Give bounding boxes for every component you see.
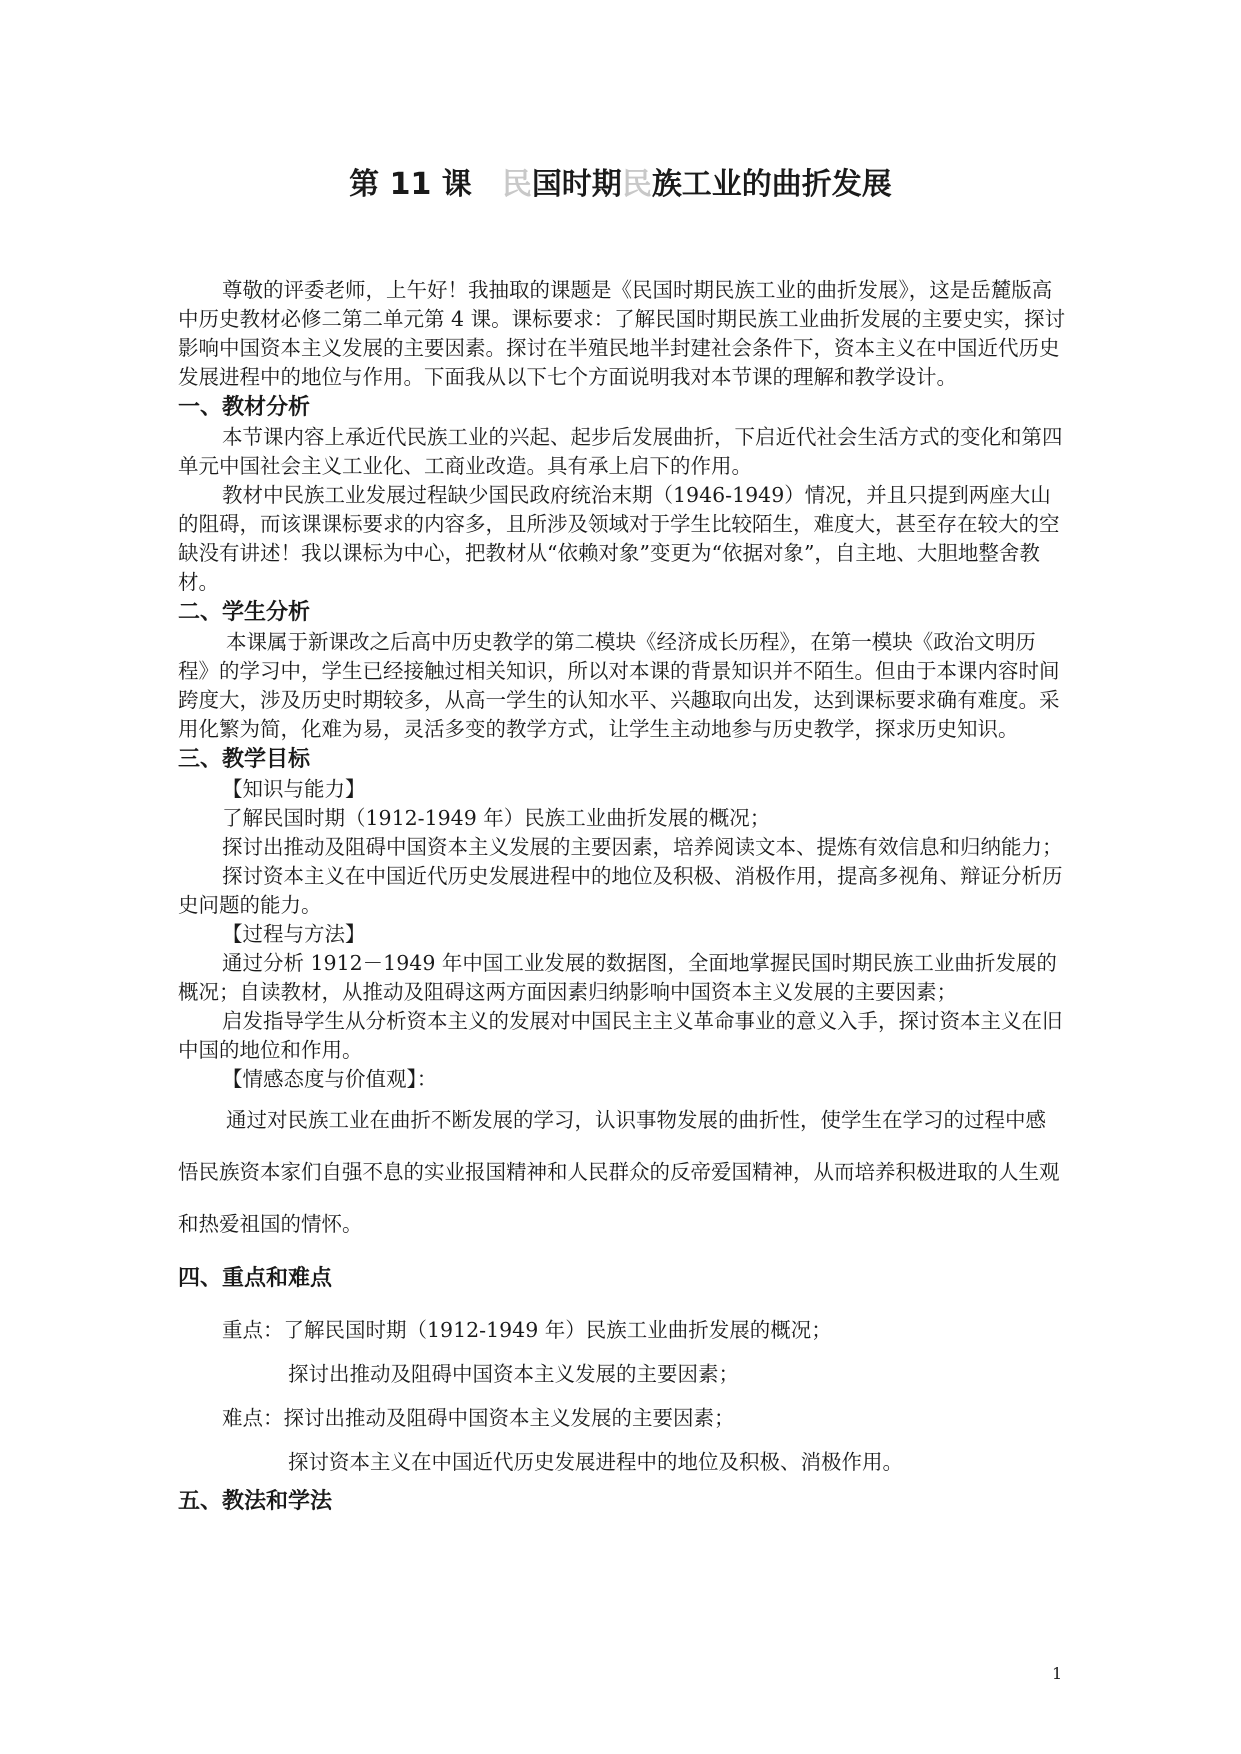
section-heading-teaching-goals: 三、教学目标 [178, 747, 311, 772]
key-point-1: 了解民国时期（1912-1949 年）民族工业曲折发展的概况； [283, 1318, 832, 1342]
page-number: 1 [1052, 1664, 1063, 1683]
document-body [178, 276, 1066, 1517]
section-heading-key-difficult-points: 四、重点和难点 [178, 1266, 333, 1291]
student-analysis-paragraph: 本课属于新课改之后高中历史教学的第二模块《经济成长历程》，在第一模块《政治文明历程》的学习中，学生已经接触过相关知识，所以对本课的背景知识并不陌生。但由于本课内容时间跨度大，涉及历史时期较多，从高一学生的认知水平、兴趣取向出发，达到课标要求确有难度。采用化繁为简，化难为易，灵活多变的教学方式，让学生主动地参与历史教学，探求历史知识。 [178, 630, 1060, 741]
section-heading-textbook-analysis: 一、教材分析 [178, 395, 311, 420]
textbook-analysis-paragraph-2: 教材中民族工业发展过程缺少国民政府统治末期（1946-1949）情况，并且只提到两座大山的阻碍，而该课课标要求的内容多，且所涉及领域对于学生比较陌生，难度大，甚至存在较大的空缺没有讲述！我以课标为中心，把教材从“依赖对象”变更为“依据对象”，自主地、大胆地整舍教材。 [178, 483, 1060, 594]
knowledge-goal-1: 了解民国时期（1912-1949 年）民族工业曲折发展的概况； [222, 806, 771, 830]
key-point-2: 探讨出推动及阻碍中国资本主义发展的主要因素； [288, 1362, 739, 1386]
subheading-knowledge-ability: 【知识与能力】 [222, 777, 366, 801]
title-part-2: 国时期 [531, 167, 622, 202]
section-heading-teaching-learning-methods: 五、教法和学法 [178, 1489, 333, 1514]
textbook-analysis-paragraph-1: 本节课内容上承近代民族工业的兴起、起步后发展曲折，下启近代社会生活方式的变化和第四单元中国社会主义工业化、工商业改造。具有承上启下的作用。 [178, 425, 1063, 478]
emotion-goal-paragraph: 通过对民族工业在曲折不断发展的学习，认识事物发展的曲折性，使学生在学习的过程中感悟民族资本家们自强不息的实业报国精神和人民群众的反帝爱国精神，从而培养积极进取的人生观和热爱祖国的情怀。 [178, 1108, 1060, 1236]
key-point-label: 重点： [222, 1318, 284, 1342]
title-highlight-1: 民 [501, 167, 532, 202]
difficult-point-line-1 [178, 1396, 1066, 1440]
method-goal-1: 通过分析 1912－1949 年中国工业发展的数据图，全面地掌握民国时期民族工业曲折发展的概况；自读教材，从推动及阻碍这两方面因素归纳影响中国资本主义发展的主要因素； [178, 951, 1057, 1004]
intro-paragraph: 尊敬的评委老师，上午好！我抽取的课题是《民国时期民族工业的曲折发展》，这是岳麓版高中历史教材必修二第二单元第 4 课。课标要求：了解民国时期民族工业曲折发展的主要史实，探讨影响中国资本主义发展的主要因素。探讨在半殖民地半封建社会条件下，资本主义在中国近代历史发展进程中的地位与作用。下面我从以下七个方面说明我对本节课的理解和教学设计。 [178, 278, 1066, 389]
subheading-process-method: 【过程与方法】 [222, 922, 366, 946]
title-highlight-2: 民 [621, 167, 652, 202]
difficult-point-2: 探讨资本主义在中国近代历史发展进程中的地位及积极、消极作用。 [288, 1450, 903, 1474]
subheading-emotion-values: 【情感态度与价值观】： [222, 1067, 438, 1091]
knowledge-goal-3: 探讨资本主义在中国近代历史发展进程中的地位及积极、消极作用，提高多视角、辩证分析历史问题的能力。 [178, 864, 1063, 917]
title-part-4: 族工业的曲折发展 [651, 167, 892, 202]
key-point-line-1 [178, 1308, 1066, 1352]
section-heading-student-analysis: 二、学生分析 [178, 600, 311, 625]
method-goal-2: 启发指导学生从分析资本主义的发展对中国民主主义革命事业的意义入手，探讨资本主义在旧中国的地位和作用。 [178, 1009, 1063, 1062]
knowledge-goal-2: 探讨出推动及阻碍中国资本主义发展的主要因素，培养阅读文本、提炼有效信息和归纳能力； [222, 835, 1063, 859]
title-lesson-number: 第 11 课 [349, 167, 472, 202]
difficult-point-1: 探讨出推动及阻碍中国资本主义发展的主要因素； [283, 1406, 735, 1430]
difficult-point-label: 难点： [222, 1406, 284, 1430]
lesson-title [0, 162, 1241, 208]
